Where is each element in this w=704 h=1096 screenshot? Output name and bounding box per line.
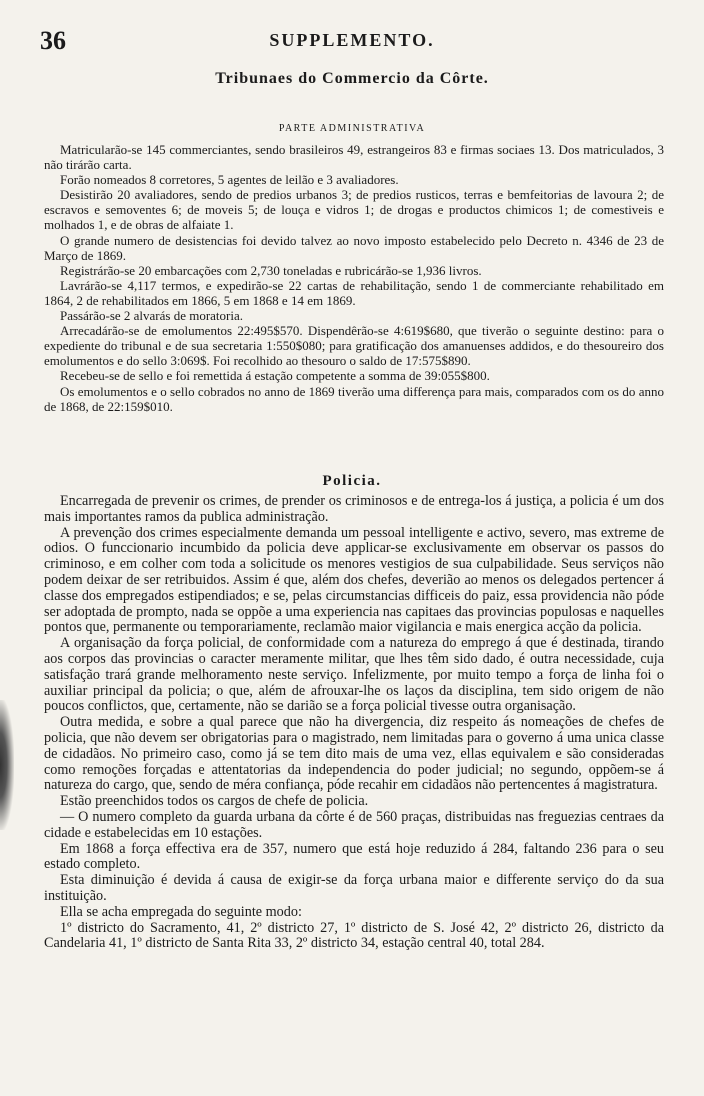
paragraph: Matricularão-se 145 commerciantes, sendo brasileiros 49, estrangeiros 83 e firmas sociaes 13. Dos matriculados, 3 não tirárão carta.	[44, 142, 664, 173]
paragraph: Esta diminuição é devida á causa de exigir-se da força urbana maior e differente serviço do da sua instituição.	[44, 872, 664, 904]
paragraph: Encarregada de prevenir os crimes, de prender os criminosos e de entrega-los á justiça, a policia é um dos mais importantes ramos da publica administração.	[44, 493, 664, 525]
paragraph: Passárão-se 2 alvarás de moratoria.	[60, 308, 244, 324]
running-title: SUPPLEMENTO.	[269, 30, 435, 50]
paragraph: Desistirão 20 avaliadores, sendo de predios urbanos 3; de predios rusticos, terras e bemfeitorias de lavoura 2; de escravos e semoventes 6; de moveis 5; de louça e vidros 1; de drogas e productos chimicos 1; de comestiveis e molhados 1, e de obras de alfaiate 1.	[44, 187, 664, 233]
paragraph: Registrárão-se 20 embarcações com 2,730 toneladas e rubricárão-se 1,936 livros.	[60, 262, 482, 278]
paragraph: Estão preenchidos todos os cargos de chefe de policia.	[60, 793, 369, 810]
administrative-report	[44, 142, 664, 414]
paragraph: O grande numero de desistencias foi devido talvez ao novo imposto estabelecido pelo Decreto n. 4346 de 23 de Março de 1869.	[44, 232, 664, 263]
paragraph: Forão nomeados 8 corretores, 5 agentes de leilão e 3 avaliadores.	[60, 172, 399, 188]
paragraph: Arrecadárão-se de emolumentos 22:495$570. Dispendêrão-se 4:619$680, que tiverão o seguinte destino: para o expediente do tribunal e de sua secretaria 1:550$080; para gratificação dos amanuenses addidos, e do thesoureiro dos emolumentos e do sello 3:069$. Foi recolhido ao thesouro o saldo de 17:575$890.	[44, 323, 664, 369]
page-number: 36	[40, 26, 66, 55]
paragraph: Outra medida, e sobre a qual parece que não ha divergencia, diz respeito ás nomeações de chefes de policia, que não devem ser obrigatorias para o magistrado, nem limitadas para o governo á uma unica classe de cidadãos. No primeiro caso, como já se tem dito mais de uma vez, ellas equivalem e são consideradas como remoções forçadas e attentatorias da independencia do poder judicial; no segundo, oppõem-se á natureza do cargo, que, sendo de méra confiança, póde recahir em cidadãos não pertencentes á magistratura.	[44, 714, 664, 794]
paragraph: Os emolumentos e o sello cobrados no anno de 1869 tiverão uma differença para mais, comparados com os do anno de 1868, de 22:159$010.	[44, 383, 664, 414]
paragraph: Ella se acha empregada do seguinte modo:	[60, 903, 302, 920]
paragraph: Lavrárão-se 4,117 termos, e expedirão-se 22 cartas de rehabilitação, sendo 1 de commerciante rehabilitado em 1864, 2 de rehabilitados em 1866, 5 em 1868 e 14 em 1869.	[44, 277, 664, 308]
paragraph: A organisação da força policial, de conformidade com a natureza do emprego á que é destinada, tirando aos corpos das provincias o caracter meramente militar, que lhes têm sido dado, é outra necessidade, cuja satisfação trará grande melhoramento neste serviço. Infelizmente, por muito tempo a força de linha foi o auxiliar principal da policia; o que, além de afrouxar-lhe os laços da disciplina, tem sido origem de não poucos conflictos, que, certamente, não se darião se a força policial tivesse outra organisação.	[44, 635, 664, 715]
policia-heading: Policia.	[322, 473, 382, 489]
section-title: Tribunaes do Commercio da Côrte.	[215, 70, 489, 87]
section-subheading: PARTE ADMINISTRATIVA	[278, 123, 426, 134]
policia-section	[44, 494, 664, 952]
paragraph: Recebeu-se de sello e foi remettida á estação competente a somma de 39:055$800.	[60, 368, 490, 384]
paragraph: Em 1868 a força effectiva era de 357, numero que está hoje reduzido á 284, faltando 236 para o seu estado completo.	[44, 840, 664, 873]
paragraph: A prevenção dos crimes especialmente demanda um pessoal intelligente e activo, severo, mas extreme de odios. O funccionario incumbido da policia deve applicar-se exclusivamente em observar os passos do criminoso, e em colher com toda a solicitude os menores vestigios de sua culpabilidade. Seus serviços não podem deixar de ser retribuidos. Assim é que, além dos chefes, deverião ao menos os delegados pertencer á classe dos empregados estipendiados; e se, pelas circumstancias difficeis do paiz, essa providencia não póde ser adoptada de prompto, nada se oppõe a uma experiencia nas capitaes das provincias populosas e naquelles pontos que, permanente ou temporariamente, reclamão maior vigilancia e mais energica acção da policia.	[44, 524, 664, 636]
paragraph: — O numero completo da guarda urbana da côrte é de 560 praças, distribuidas nas freguezias centraes da cidade e estabelecidas em 10 estações.	[44, 808, 664, 841]
margin-ink-stain	[0, 700, 14, 830]
paragraph: 1º districto do Sacramento, 41, 2º districto 27, 1º districto de S. José 42, 2º districto 26, districto da Candelaria 41, 1º districto de Santa Rita 33, 2º districto 34, estação central 40, total 284.	[44, 919, 664, 952]
